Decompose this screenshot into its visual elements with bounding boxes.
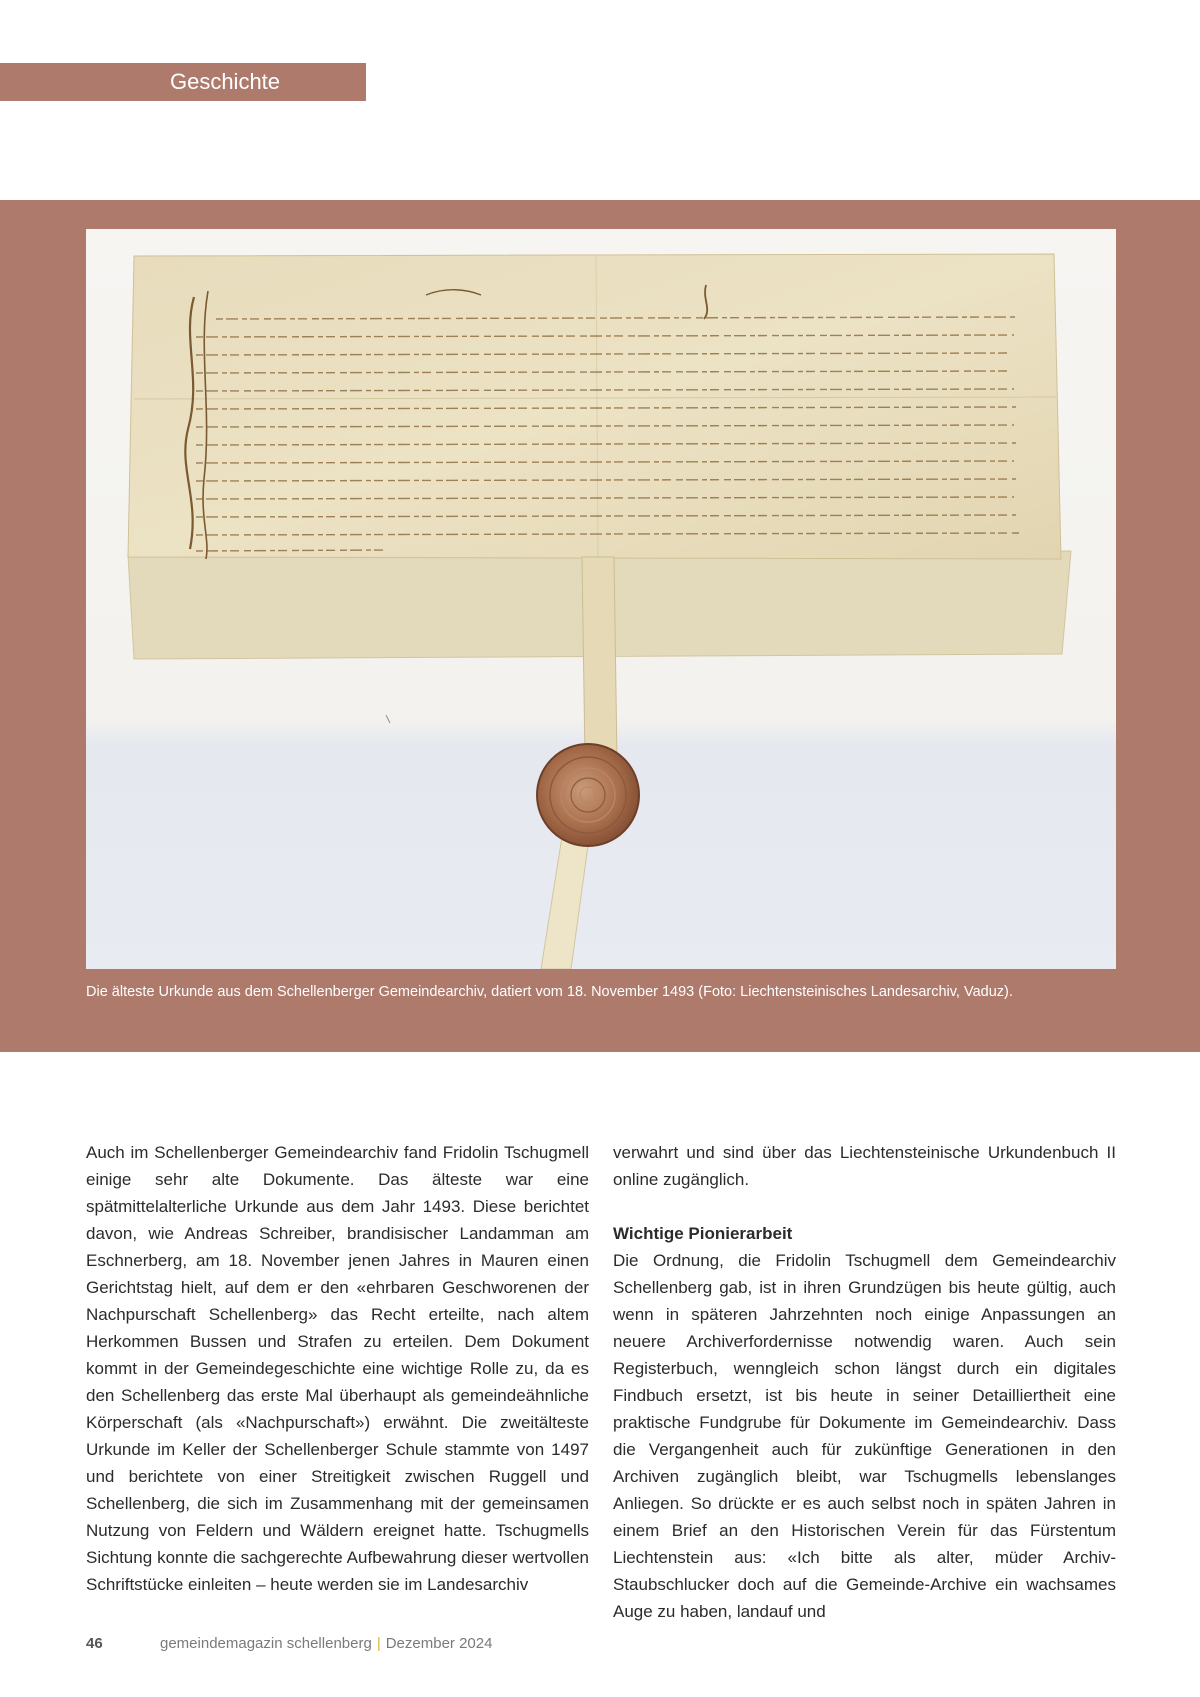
figure-caption: Die älteste Urkunde aus dem Schellenberger Gemeindearchiv, datiert vom 18. November 1493 (Foto: Liechtensteinisches Landesarchiv, Vaduz). <box>86 984 1013 1000</box>
charter-illustration <box>86 229 1116 969</box>
section-label <box>0 63 366 101</box>
article-body <box>86 1139 1116 1625</box>
page-number: 46 <box>86 1635 103 1652</box>
figure-band <box>0 200 1200 1052</box>
subheading: Wichtige Pionierarbeit <box>613 1224 793 1243</box>
section-label-text: Geschichte <box>169 69 281 94</box>
paragraph: Die Ordnung, die Fridolin Tschugmell dem Gemeindearchiv Schellenberg gab, ist in ihren Grundzügen bis heute gültig, auch wenn in späteren Jahrzehnten noch einige Anpassungen an neuere Archiverfordernisse notwendig waren. Auch sein Registerbuch, wenngleich schon längst durch ein digitales Findbuch ersetzt, ist bis heute in seiner Detailliertheit eine praktische Fundgrube für Dokumente im Gemeindearchiv. Dass die Vergangenheit auch für zukünftige Generationen in den Archiven zugänglich bleibt, war Tschugmells lebenslanges Anliegen. So drückte er es auch selbst noch in späten Jahren in einem Brief an den Historischen Verein für das Fürstentum Liechtenstein aus: «Ich bitte als alter, müder Archiv-Staubschlucker doch auf die Gemeinde-Archive ein wachsames Auge zu haben, landauf und <box>613 1251 1116 1621</box>
footer-separator: | <box>376 1635 381 1652</box>
page-footer <box>86 1635 492 1652</box>
article-column-left <box>86 1139 589 1625</box>
article-column-right <box>613 1139 1116 1625</box>
magazine-title: gemeindemagazin schellenberg <box>160 1635 372 1652</box>
paragraph: verwahrt und sind über das Liechtensteinische Urkundenbuch II online zugänglich. <box>613 1143 1116 1189</box>
issue-date: Dezember 2024 <box>385 1635 493 1652</box>
paragraph: Auch im Schellenberger Gemeindearchiv fand Fridolin Tschugmell einige sehr alte Dokumente. Das älteste war eine spätmittelalterliche Urkunde aus dem Jahr 1493. Diese berichtet davon, wie Andreas Schreiber, brandisischer Landamman am Eschnerberg, am 18. November jenen Jahres in Mauren einen Gerichtstag hielt, auf dem er den «ehrbaren Geschworenen der Nachpurschaft Schellenberg» das Recht erteilte, nach altem Herkommen Bussen und Strafen zu erteilen. Dem Dokument kommt in der Gemeindegeschichte eine wichtige Rolle zu, da es den Schellenberg das erste Mal überhaupt als gemeindeähnliche Körperschaft (als «Nachpurschaft») erwähnt. Die zweitälteste Urkunde im Keller der Schellenberger Schule stammte von 1497 und berichtete von einer Streitigkeit zwischen Ruggell und Schellenberg, die sich im Zusammenhang mit der gemeinsamen Nutzung von Feldern und Wäldern ereignet hatte. Tschugmells Sichtung konnte die sachgerechte Aufbewahrung dieser wertvollen Schriftstücke einleiten – heute werden sie im Landesarchiv <box>86 1143 589 1594</box>
document-photo <box>86 229 1116 969</box>
